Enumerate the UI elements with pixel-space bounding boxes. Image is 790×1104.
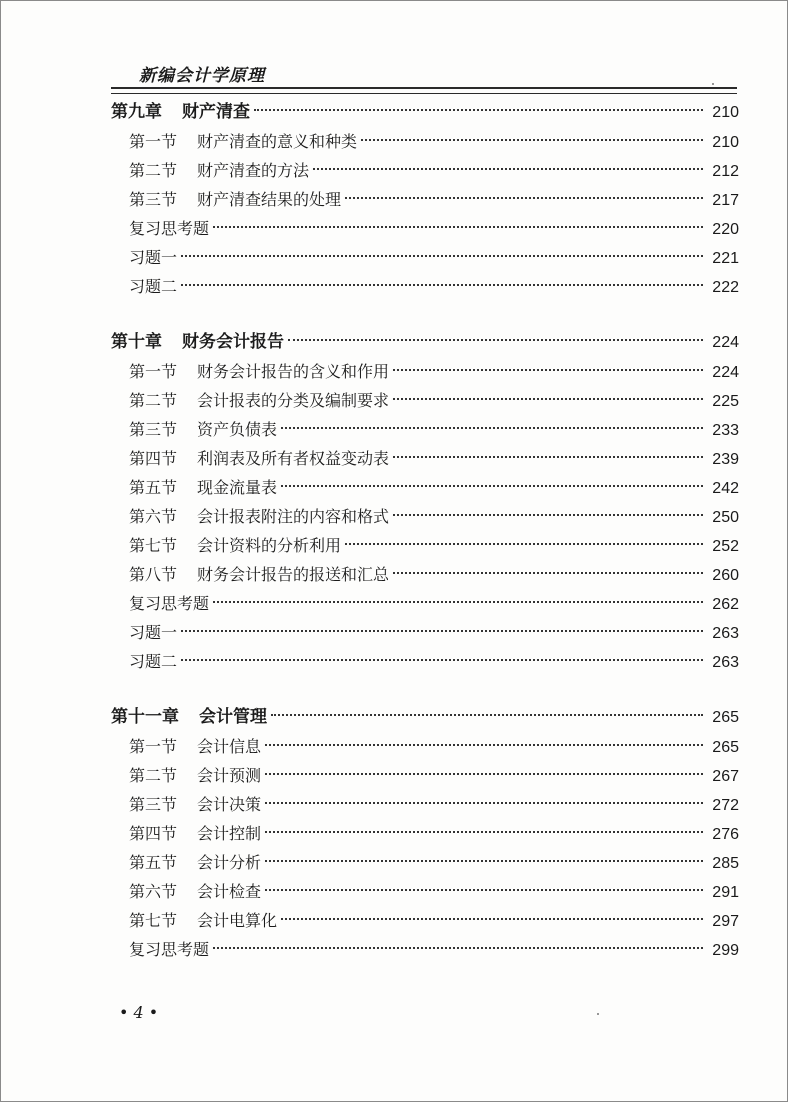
page-number: 210 — [712, 134, 739, 151]
chapter-title: 财务会计报告 — [182, 332, 284, 352]
page-number: 222 — [712, 279, 739, 296]
page-number: 263 — [712, 654, 739, 671]
running-title: 新编会计学原理 — [139, 66, 265, 86]
toc-chapter-9[interactable] — [111, 98, 739, 127]
toc-section[interactable] — [111, 156, 739, 185]
entry-title: 习题一 — [129, 623, 178, 642]
section-number: 第一节 — [129, 132, 178, 151]
dot-leader — [265, 744, 703, 746]
dot-leader — [265, 889, 703, 891]
page-number: 210 — [712, 104, 739, 121]
dot-leader — [213, 601, 703, 603]
toc-section[interactable] — [111, 732, 739, 761]
toc-chapter-11[interactable] — [111, 703, 739, 732]
dot-leader — [181, 284, 703, 286]
section-number: 第三节 — [129, 420, 178, 439]
page-number: 267 — [712, 768, 739, 785]
page-number: 285 — [712, 855, 739, 872]
section-title: 会计资料的分析利用 — [197, 536, 342, 555]
section-title: 利润表及所有者权益变动表 — [197, 449, 390, 468]
dot-leader — [345, 197, 703, 199]
toc-section[interactable] — [111, 906, 739, 935]
toc-section[interactable] — [111, 560, 739, 589]
section-title: 会计决策 — [197, 795, 262, 814]
page-number: 224 — [712, 364, 739, 381]
dot-leader — [265, 773, 703, 775]
entry-title: 复习思考题 — [129, 594, 210, 613]
section-title: 现金流量表 — [197, 478, 278, 497]
dot-leader — [181, 630, 703, 632]
section-title: 会计预测 — [197, 766, 262, 785]
toc-section[interactable] — [111, 790, 739, 819]
scan-speck — [597, 1013, 599, 1015]
chapter-gap — [111, 301, 739, 328]
section-number: 第三节 — [129, 190, 178, 209]
dot-leader — [213, 226, 703, 228]
page-number: 225 — [712, 393, 739, 410]
section-number: 第二节 — [129, 391, 178, 410]
dot-leader — [181, 659, 703, 661]
section-title: 财产清查的意义和种类 — [197, 132, 358, 151]
section-number: 第六节 — [129, 507, 178, 526]
toc-chapter-10[interactable] — [111, 328, 739, 357]
section-number: 第六节 — [129, 882, 178, 901]
entry-title: 复习思考题 — [129, 940, 210, 959]
toc-section[interactable] — [111, 415, 739, 444]
toc-section[interactable] — [111, 357, 739, 386]
dot-leader — [313, 168, 703, 170]
dot-leader — [393, 514, 703, 516]
toc-section[interactable] — [111, 444, 739, 473]
section-number: 第五节 — [129, 478, 178, 497]
chapter-gap — [111, 676, 739, 703]
page-number: 217 — [712, 192, 739, 209]
page-number: 220 — [712, 221, 739, 238]
section-number: 第二节 — [129, 161, 178, 180]
dot-leader — [265, 860, 703, 862]
toc-review-questions[interactable] — [111, 589, 739, 618]
entry-title: 习题二 — [129, 652, 178, 671]
scan-speck — [712, 83, 714, 85]
chapter-title: 财产清查 — [182, 102, 250, 122]
toc-section[interactable] — [111, 473, 739, 502]
page-number: 262 — [712, 596, 739, 613]
dot-leader — [265, 802, 703, 804]
page-number: 239 — [712, 451, 739, 468]
toc-section[interactable] — [111, 386, 739, 415]
toc-review-questions[interactable] — [111, 214, 739, 243]
dot-leader — [181, 255, 703, 257]
page-number: 260 — [712, 567, 739, 584]
section-number: 第三节 — [129, 795, 178, 814]
page-number: 265 — [712, 739, 739, 756]
section-number: 第二节 — [129, 766, 178, 785]
section-number: 第四节 — [129, 824, 178, 843]
dot-leader — [281, 485, 703, 487]
toc-review-questions[interactable] — [111, 935, 739, 964]
dot-leader — [281, 918, 703, 920]
section-number: 第一节 — [129, 362, 178, 381]
header-rule — [111, 87, 737, 94]
toc-exercise-1[interactable] — [111, 618, 739, 647]
section-title: 会计检查 — [197, 882, 262, 901]
section-title: 资产负债表 — [197, 420, 278, 439]
page-number: 272 — [712, 797, 739, 814]
chapter-number: 第十章 — [111, 332, 162, 352]
page-number: 224 — [712, 334, 739, 351]
section-title: 会计报表的分类及编制要求 — [197, 391, 390, 410]
section-title: 财产清查的方法 — [197, 161, 310, 180]
entry-title: 复习思考题 — [129, 219, 210, 238]
dot-leader — [271, 714, 703, 716]
toc-exercise-2[interactable] — [111, 272, 739, 301]
section-title: 会计分析 — [197, 853, 262, 872]
page-number: 212 — [712, 163, 739, 180]
dot-leader — [345, 543, 703, 545]
section-number: 第一节 — [129, 737, 178, 756]
section-number: 第八节 — [129, 565, 178, 584]
page-number: 252 — [712, 538, 739, 555]
page-number: 242 — [712, 480, 739, 497]
page-number: 276 — [712, 826, 739, 843]
dot-leader — [393, 456, 703, 458]
toc-section[interactable] — [111, 185, 739, 214]
page-number: 263 — [712, 625, 739, 642]
page-number: 265 — [712, 709, 739, 726]
dot-leader — [265, 831, 703, 833]
section-title: 财产清查结果的处理 — [197, 190, 342, 209]
page-number: 233 — [712, 422, 739, 439]
dot-leader — [393, 398, 703, 400]
dot-leader — [213, 947, 703, 949]
chapter-number: 第十一章 — [111, 707, 179, 727]
toc-exercise-2[interactable] — [111, 647, 739, 676]
toc-section[interactable] — [111, 819, 739, 848]
section-number: 第五节 — [129, 853, 178, 872]
toc-section[interactable] — [111, 502, 739, 531]
section-title: 会计报表附注的内容和格式 — [197, 507, 390, 526]
toc-section[interactable] — [111, 877, 739, 906]
section-title: 财务会计报告的报送和汇总 — [197, 565, 390, 584]
dot-leader — [288, 339, 703, 341]
toc-section[interactable] — [111, 127, 739, 156]
toc-section[interactable] — [111, 761, 739, 790]
toc-section[interactable] — [111, 848, 739, 877]
page-folio: • 4 • — [119, 1003, 159, 1022]
chapter-title: 会计管理 — [199, 707, 267, 727]
section-title: 会计电算化 — [197, 911, 278, 930]
section-title: 会计控制 — [197, 824, 262, 843]
dot-leader — [393, 369, 703, 371]
section-number: 第七节 — [129, 911, 178, 930]
dot-leader — [361, 139, 703, 141]
table-of-contents — [111, 98, 739, 964]
dot-leader — [393, 572, 703, 574]
toc-section[interactable] — [111, 531, 739, 560]
page-number: 299 — [712, 942, 739, 959]
toc-exercise-1[interactable] — [111, 243, 739, 272]
section-number: 第四节 — [129, 449, 178, 468]
dot-leader — [254, 109, 703, 111]
chapter-number: 第九章 — [111, 102, 162, 122]
page-number: 250 — [712, 509, 739, 526]
dot-leader — [281, 427, 703, 429]
section-title: 会计信息 — [197, 737, 262, 756]
section-title: 财务会计报告的含义和作用 — [197, 362, 390, 381]
page-number: 291 — [712, 884, 739, 901]
entry-title: 习题一 — [129, 248, 178, 267]
entry-title: 习题二 — [129, 277, 178, 296]
page-number: 297 — [712, 913, 739, 930]
section-number: 第七节 — [129, 536, 178, 555]
page-number: 221 — [712, 250, 739, 267]
